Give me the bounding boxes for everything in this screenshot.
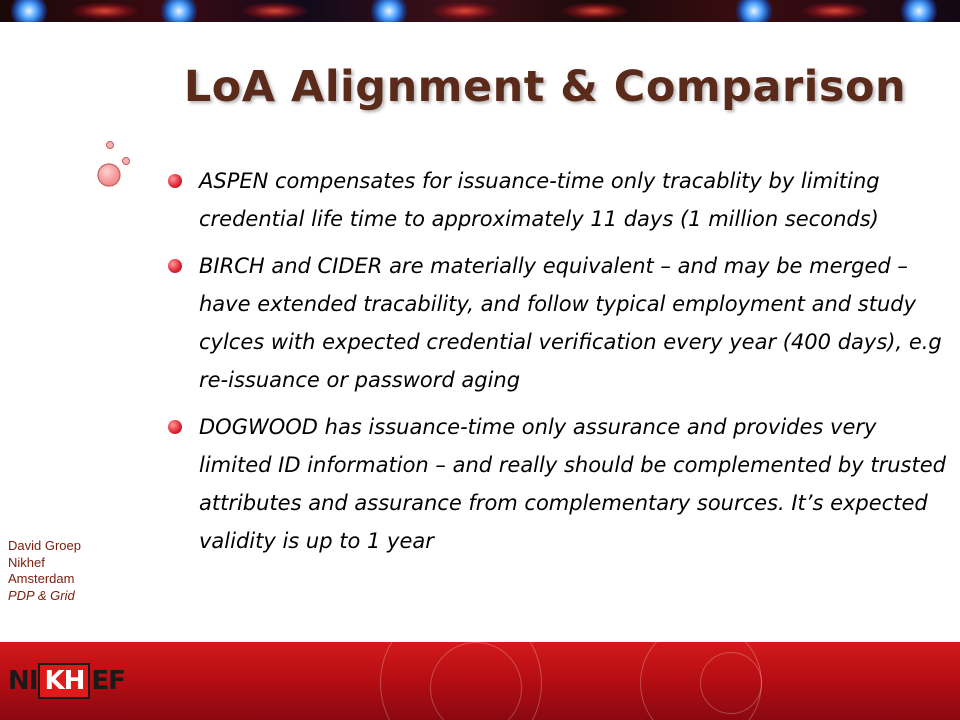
bullet-dot-icon bbox=[168, 420, 182, 434]
nikhef-logo: NI KH EF bbox=[8, 662, 125, 700]
bullet-item bbox=[168, 162, 953, 238]
bottom-banner-image bbox=[0, 642, 960, 720]
bullet-dot-icon bbox=[168, 174, 182, 188]
bullet-item bbox=[168, 408, 953, 560]
bullet-list bbox=[168, 162, 953, 569]
footer-city: Amsterdam bbox=[8, 571, 75, 586]
footer-dept: PDP & Grid bbox=[8, 587, 75, 603]
decorative-circles bbox=[0, 0, 140, 200]
top-banner-image bbox=[0, 0, 960, 22]
slide-title: LoA Alignment & Comparison bbox=[183, 62, 907, 112]
footer-author: David Groep bbox=[8, 538, 81, 553]
bullet-text: DOGWOOD has issuance-time only assurance and provides very limited ID information – and really should be complemented by trusted attributes and assurance from complementary sources. It’s expected validity is up to 1 year bbox=[199, 415, 946, 553]
bullet-text: BIRCH and CIDER are materially equivalent – and may be merged – have extended tracability, and follow typical employment and study cylces with expected credential verification every year (400 days), e.g re-issuance or password aging bbox=[199, 254, 942, 392]
bullet-dot-icon bbox=[168, 259, 182, 273]
bullet-text: ASPEN compensates for issuance-time only tracablity by limiting credential life time to approximately 11 days (1 million seconds) bbox=[199, 169, 880, 231]
footer-org: Nikhef bbox=[8, 554, 45, 570]
footer-info bbox=[8, 538, 81, 604]
bullet-item bbox=[168, 247, 953, 399]
